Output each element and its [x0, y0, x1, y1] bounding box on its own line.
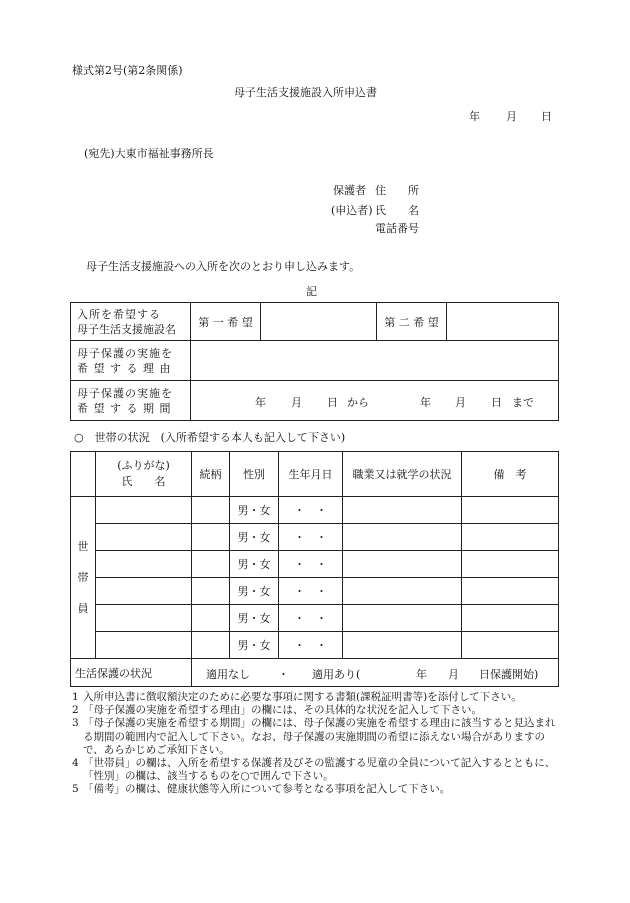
note-text: 「備考」の欄は、健康状態等入所について参考となる事項を記入して下さい。 [83, 783, 451, 796]
member-remarks-input[interactable] [462, 524, 559, 551]
col-header-furigana: (ふりがな) [117, 459, 170, 472]
col-header-birth: 生年月日 [279, 452, 343, 497]
col-header-name [96, 452, 192, 497]
note-text: 「母子保護の実施を希望する理由」の欄には、その具体的な状況を記入して下さい。 [83, 704, 482, 717]
period-from-year: 年 [255, 396, 266, 409]
period-label-line1: 母子保護の実施を [77, 386, 173, 400]
member-remarks-input[interactable] [462, 632, 559, 659]
household-label-char3: 員 [77, 602, 89, 615]
col-header-sex: 性別 [230, 452, 279, 497]
period-to-month: 月 [455, 396, 466, 409]
reason-input[interactable] [191, 341, 559, 381]
member-sex[interactable]: 男・女 [230, 497, 279, 524]
member-relation-input[interactable] [192, 524, 230, 551]
member-sex[interactable]: 男・女 [230, 605, 279, 632]
member-sex[interactable]: 男・女 [230, 524, 279, 551]
applicant-role-applicant: (申込者) [331, 204, 373, 217]
page-title: 母子生活支援施設入所申込書 [234, 86, 377, 99]
household-corner-cell [71, 452, 96, 497]
note-text: 「母子保護の実施を希望する期間」の欄には、母子保護の実施を希望する理由に該当すると見込まれる期間の範囲内で記入して下さい。なお、母子保護の実施期間の希望に添えない場合がありますので、あらかじめご承知下さい。 [83, 717, 556, 756]
welfare-separator: ・ [278, 668, 289, 681]
member-sex[interactable]: 男・女 [230, 632, 279, 659]
date-day-label: 日 [541, 110, 552, 123]
note-number: 2 [72, 704, 79, 717]
note-text: 入所申込書に徴収額決定のために必要な事項に関する書類(課税証明書等)を添付して下さい。 [83, 691, 522, 703]
note-item [72, 783, 562, 796]
member-sex[interactable]: 男・女 [230, 578, 279, 605]
facility-label-line1: 入所を希望する [77, 307, 161, 321]
member-remarks-input[interactable] [462, 551, 559, 578]
member-birth[interactable]: ・ ・ [279, 551, 343, 578]
member-remarks-input[interactable] [462, 578, 559, 605]
household-label-char1: 世 [77, 540, 89, 553]
period-to-year: 年 [420, 396, 431, 409]
member-occupation-input[interactable] [343, 551, 462, 578]
note-number: 5 [72, 783, 79, 796]
member-occupation-input[interactable] [343, 632, 462, 659]
member-occupation-input[interactable] [343, 605, 462, 632]
reason-label-cell [71, 341, 191, 381]
col-header-occupation: 職業又は就学の状況 [343, 452, 462, 497]
period-from-month: 月 [291, 396, 302, 409]
second-choice-label: 第 二 希 望 [377, 303, 447, 341]
member-name-input[interactable] [96, 632, 192, 659]
member-remarks-input[interactable] [462, 497, 559, 524]
member-relation-input[interactable] [192, 497, 230, 524]
member-birth[interactable]: ・ ・ [279, 497, 343, 524]
member-relation-input[interactable] [192, 632, 230, 659]
first-choice-label: 第 一 希 望 [191, 303, 261, 341]
first-choice-input[interactable] [261, 303, 377, 341]
facility-label-cell [71, 303, 191, 341]
household-members-label [71, 497, 96, 659]
notes-section [72, 691, 562, 797]
household-heading: ○ 世帯の状況 (入所希望する本人も記入して下さい) [74, 431, 346, 444]
applicant-address-label: 住 所 [375, 184, 419, 197]
date-month-label: 月 [506, 110, 517, 123]
note-text: 「世帯員」の欄は、入所を希望する保護者及びその監護する児童の全員について記入するとともに、「性別」の欄は、該当するものを○で囲んで下さい。 [83, 757, 556, 783]
member-name-input[interactable] [96, 551, 192, 578]
note-item [72, 691, 562, 704]
period-input[interactable] [191, 381, 559, 421]
member-relation-input[interactable] [192, 551, 230, 578]
facility-label-line2: 母子生活支援施設名 [77, 322, 176, 336]
col-header-remarks: 備 考 [462, 452, 559, 497]
welfare-applied[interactable]: 適用あり( [312, 668, 361, 681]
period-to-suffix: まで [512, 396, 534, 409]
household-table [70, 451, 559, 687]
welfare-start-label: 日保護開始) [479, 668, 539, 681]
note-number: 3 [72, 717, 79, 730]
date-year-label: 年 [469, 110, 480, 123]
applicant-phone-label: 電話番号 [375, 222, 419, 235]
note-item [72, 757, 562, 783]
welfare-label: 生活保護の状況 [71, 659, 192, 687]
member-name-input[interactable] [96, 497, 192, 524]
note-number: 4 [72, 757, 79, 770]
period-from-day: 日 [327, 396, 338, 409]
member-relation-input[interactable] [192, 578, 230, 605]
member-occupation-input[interactable] [343, 578, 462, 605]
reason-label-line1: 母子保護の実施を [77, 346, 173, 360]
welfare-month-label: 月 [448, 668, 459, 681]
household-label-char2: 帯 [77, 571, 89, 584]
welfare-none[interactable]: 適用なし [206, 668, 250, 681]
applicant-role-guardian: 保護者 [333, 184, 366, 197]
period-label-line2: 希 望 す る 期 間 [77, 401, 172, 415]
form-number: 様式第2号(第2条関係) [72, 64, 183, 77]
addressee: (宛先)大東市福祉事務所長 [84, 147, 214, 160]
period-to-day: 日 [491, 396, 502, 409]
member-occupation-input[interactable] [343, 524, 462, 551]
member-relation-input[interactable] [192, 605, 230, 632]
applicant-name-label: 氏 名 [375, 204, 419, 217]
welfare-status-cell[interactable] [192, 659, 559, 687]
facility-table [70, 302, 559, 421]
member-birth[interactable]: ・ ・ [279, 632, 343, 659]
second-choice-input[interactable] [447, 303, 559, 341]
member-name-input[interactable] [96, 578, 192, 605]
period-from-suffix: から [347, 396, 369, 409]
member-name-input[interactable] [96, 605, 192, 632]
period-label-cell [71, 381, 191, 421]
welfare-year-label: 年 [416, 668, 427, 681]
member-birth[interactable]: ・ ・ [279, 524, 343, 551]
member-sex[interactable]: 男・女 [230, 551, 279, 578]
intro-text: 母子生活支援施設への入所を次のとおり申し込みます。 [86, 260, 361, 273]
member-occupation-input[interactable] [343, 497, 462, 524]
member-remarks-input[interactable] [462, 605, 559, 632]
note-number: 1 [72, 691, 79, 703]
note-item [72, 717, 562, 757]
member-name-input[interactable] [96, 524, 192, 551]
member-birth[interactable]: ・ ・ [279, 605, 343, 632]
col-header-relation: 続柄 [192, 452, 230, 497]
member-birth[interactable]: ・ ・ [279, 578, 343, 605]
col-header-name-text: 氏 名 [121, 475, 166, 488]
ki-heading: 記 [306, 285, 317, 298]
note-item [72, 704, 562, 717]
reason-label-line2: 希 望 す る 理 由 [77, 361, 172, 375]
